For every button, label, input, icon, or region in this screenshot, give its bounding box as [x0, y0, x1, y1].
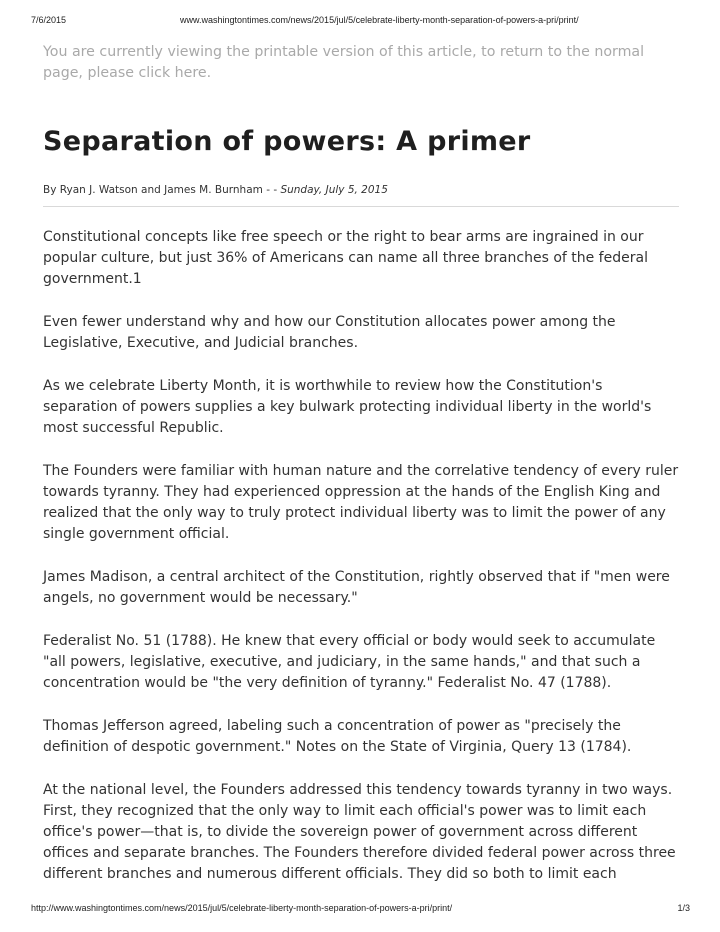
article-container [43, 42, 679, 907]
paragraph: At the national level, the Founders addressed this tendency towards tyranny in two ways. First, they recognized that the only way to limit each official's power was to limit each office's power—that is, to divide the sovereign power of government across different offices and separate branches. The Founders therefore divided federal power across three different branches and numerous different officials. They did so both to limit each [43, 782, 676, 882]
paragraph: Constitutional concepts like free speech or the right to bear arms are ingrained in our popular culture, but just 36% of Americans can name all three branches of the federal government.1 [43, 229, 648, 287]
byline [43, 184, 679, 207]
article-title: Separation of powers: A primer [43, 126, 531, 157]
article-body [43, 227, 679, 885]
click-here-link[interactable]: click here [138, 65, 207, 81]
print-header [31, 15, 688, 29]
notice-end: . [206, 65, 212, 81]
page-number: 1/3 [677, 903, 690, 913]
printable-notice [43, 42, 663, 84]
byline-authors: By Ryan J. Watson and James M. Burnham - - [43, 184, 281, 196]
paragraph: Thomas Jefferson agreed, labeling such a concentration of power as "precisely the definition of despotic government." Notes on the State of Virginia, Query 13 (1784). [43, 718, 632, 755]
paragraph: The Founders were familiar with human nature and the correlative tendency of every ruler towards tyranny. They had experienced oppression at the hands of the English King and realized that the only way to truly protect individual liberty was to limit the power of any single government official. [43, 463, 679, 542]
print-url: www.washingtontimes.com/news/2015/jul/5/celebrate-liberty-month-separation-of-powers-a-pri/print/ [180, 15, 579, 25]
paragraph: Even fewer understand why and how our Constitution allocates power among the Legislative, Executive, and Judicial branches. [43, 314, 616, 351]
paragraph: As we celebrate Liberty Month, it is worthwhile to review how the Constitution's separation of powers supplies a key bulwark protecting individual liberty in the world's most successful Republic. [43, 378, 652, 436]
footer-url: http://www.washingtontimes.com/news/2015/jul/5/celebrate-liberty-month-separation-of-powers-a-pri/print/ [31, 903, 453, 913]
paragraph: James Madison, a central architect of the Constitution, rightly observed that if "men were angels, no government would be necessary." [43, 569, 670, 606]
paragraph: Federalist No. 51 (1788). He knew that every official or body would seek to accumulate "all powers, legislative, executive, and judiciary, in the same hands," and that such a concentration would be "the very definition of tyranny." Federalist No. 47 (1788). [43, 633, 656, 691]
print-date: 7/6/2015 [31, 15, 67, 25]
print-footer [31, 903, 690, 917]
notice-text: You are currently viewing the printable version of this article, to return to the normal page, please [43, 44, 645, 81]
byline-date: Sunday, July 5, 2015 [280, 184, 388, 196]
